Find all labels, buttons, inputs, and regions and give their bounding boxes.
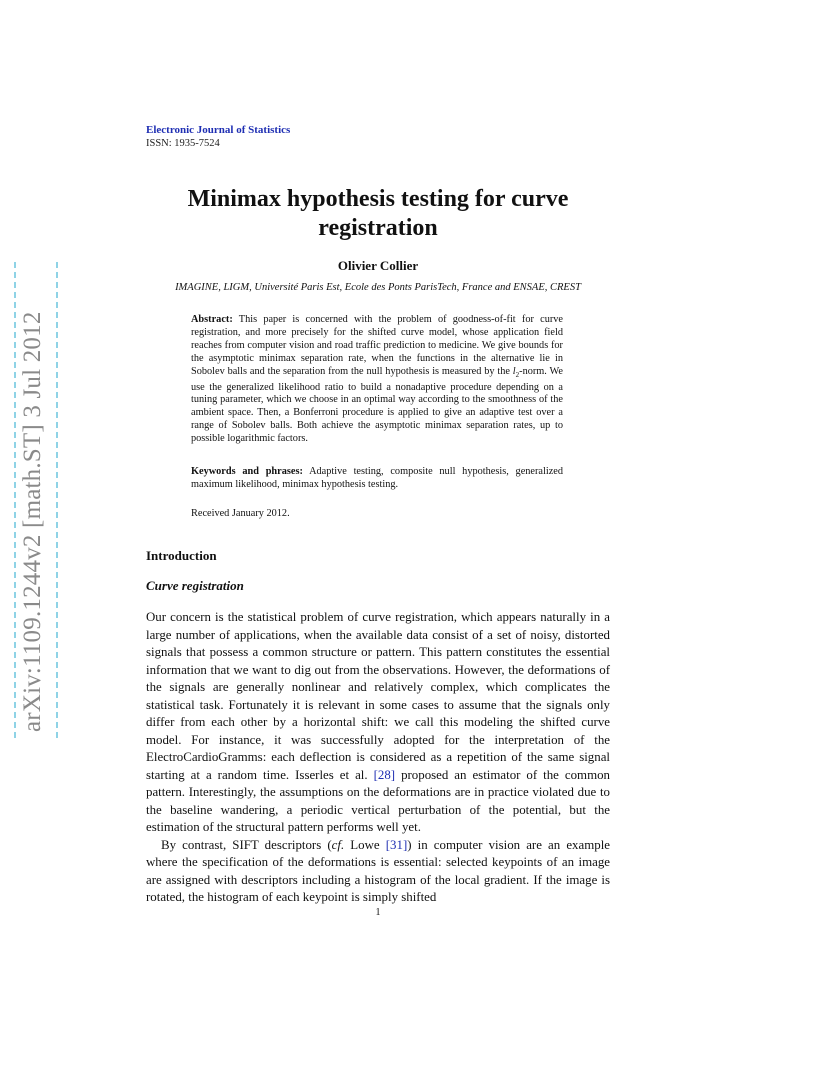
citation-link[interactable]: [28] xyxy=(373,767,396,782)
p2-text-3: ) in computer vision are an example where the specification of the deformations is essential: selected keypoints of an image are assigned with descriptors including a histogram of the local gradient. If the image is rotated, the histogram of each keypoint is simply shifted xyxy=(146,837,611,904)
affiliation: IMAGINE, LIGM, Université Paris Est, Ecole des Ponts ParisTech, France and ENSAE, CREST xyxy=(175,282,581,293)
subsection-heading: Curve registration xyxy=(146,578,244,593)
abstract-label: Abstract: xyxy=(191,314,233,325)
p1-text-2: proposed an estimator of the common pattern. Interestingly, the assumptions on the deformations are in practice violated due to the baseline wandering, a periodic vertical perturbation of the potential, but the estimation of the structural pattern performs well yet. xyxy=(146,767,610,834)
keywords-text: Adaptive testing, composite null hypothesis, generalized maximum likelihood, minimax hypothesis testing. xyxy=(191,466,563,490)
citation-link[interactable]: [31] xyxy=(385,837,408,852)
p2-text-1: By contrast, SIFT descriptors ( xyxy=(161,837,332,852)
abstract-norm-l: l xyxy=(512,365,516,377)
p2-cf: cf. xyxy=(331,837,345,852)
arxiv-stamp: arXiv:1109.1244v2 [math.ST] 3 Jul 2012 xyxy=(19,311,46,732)
abstract-text-2: -norm. We use the generalized likelihood ratio to build a nonadaptive procedure depending on a tuning parameter, which we choose in an optimal way according to the smoothness of the ambient space. Then, a Bonferroni procedure is applied to give an adaptive test over a range of Sobolev balls. Both achieve the asymptotic minimax separation rates, up to possible logarithmic factors. xyxy=(191,365,563,445)
author: Olivier Collier xyxy=(337,258,419,273)
section-heading: Introduction xyxy=(146,548,217,563)
issn: ISSN: 1935-7524 xyxy=(146,138,220,149)
p1-text-1: Our concern is the statistical problem of curve registration, which appears naturally in a large number of applications, when the available data consist of a set of noisy, distorted signals that possess a common structure or pattern. This pattern constitutes the essential information that we want to dig out from the observations. However, the deformations of the signals are generally nonlinear and relatively complex, which complicates the statistical task. Fortunately it is relevant in some cases to assume that the signals only differ from each other by a horizontal shift: we call this modeling the shifted curve model. For instance, it was successfully adopted for the interpretation of the ElectroCardioGramms: each deflection is considered as a repetition of the same signal starting at a random time. Isserles et al. xyxy=(146,610,610,782)
page-number: 1 xyxy=(375,907,381,918)
keywords-label: Keywords and phrases: xyxy=(191,466,303,477)
abstract xyxy=(191,314,563,446)
journal-name[interactable]: Electronic Journal of Statistics xyxy=(146,124,291,136)
received-date: Received January 2012. xyxy=(191,508,290,519)
paragraph xyxy=(146,837,610,907)
paper-title: Minimax hypothesis testing for curve registration xyxy=(187,186,569,241)
paragraph xyxy=(146,609,610,837)
p2-text-2: Lowe xyxy=(344,837,386,852)
abstract-text-1: This paper is concerned with the problem of goodness-of-fit for curve registration, and more precisely for the shifted curve model, whose application field reaches from computer vision and road traffic prediction to medicine. We give bounds for the asymptotic minimax separation rate, when the functions in the alternative lie in Sobolev balls and the separation from the null hypothesis is measured by the xyxy=(191,314,563,377)
body-text xyxy=(146,609,610,907)
abstract-norm-sub: 2 xyxy=(515,370,520,379)
keywords xyxy=(191,465,563,491)
